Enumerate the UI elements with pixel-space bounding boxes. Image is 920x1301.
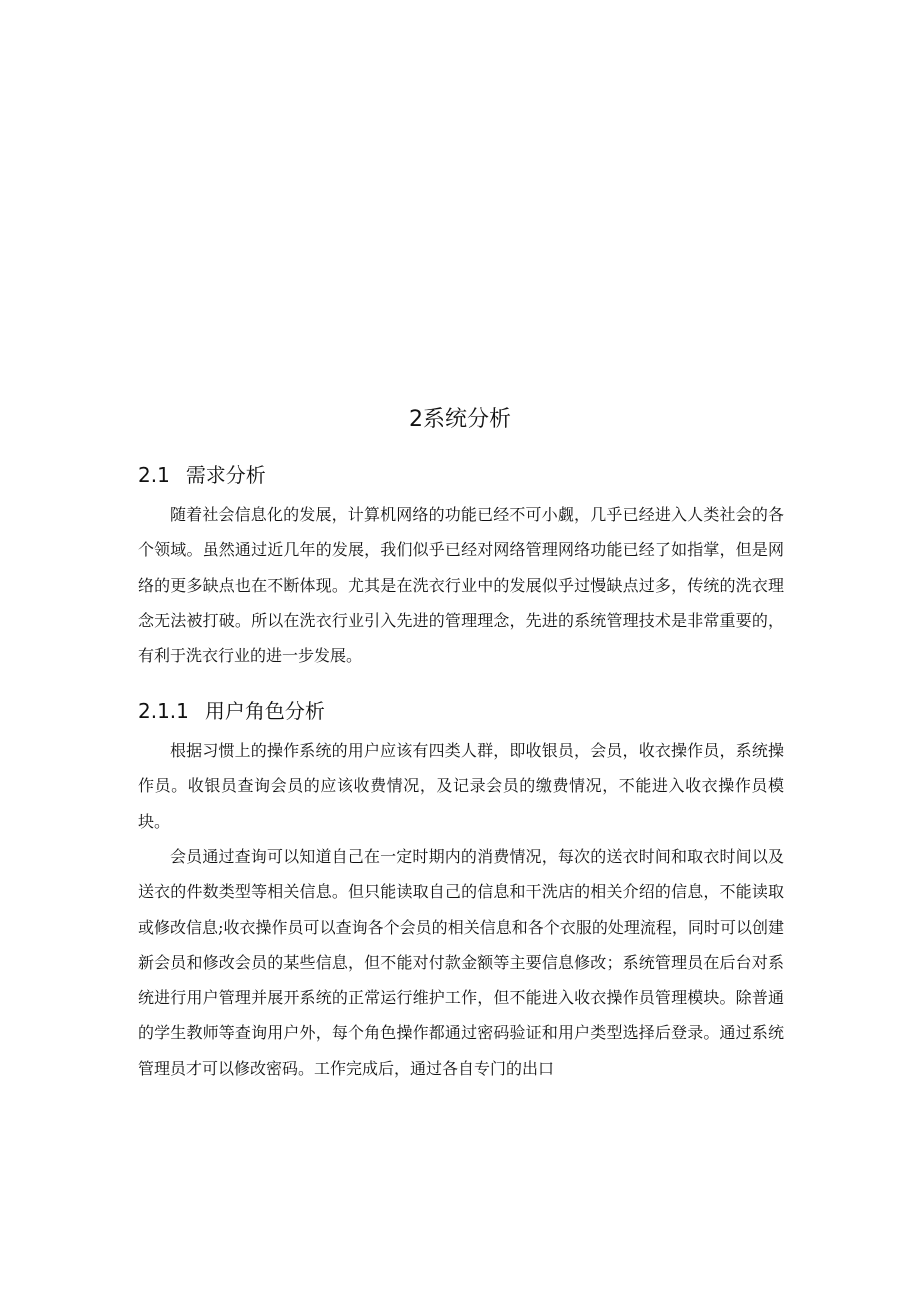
paragraph-user-roles-intro: 根据习惯上的操作系统的用户应该有四类人群，即收银员，会员，收衣操作员，系统操作员。收银员查询会员的应该收费情况，及记录会员的缴费情况，不能进入收衣操作员模块。: [138, 741, 784, 831]
section-heading-2-1: [138, 458, 266, 492]
section-title-text: 需求分析: [185, 463, 266, 487]
section-heading-2-1-1: [138, 694, 325, 728]
section-title-text: 用户角色分析: [204, 699, 325, 723]
chapter-title: 2系统分析: [409, 407, 511, 432]
section-number: 2.1.1: [138, 699, 189, 723]
paragraph-user-roles-detail: 会员通过查询可以知道自己在一定时期内的消费情况，每次的送衣时间和取衣时间以及送衣的件数类型等相关信息。但只能读取自己的信息和干洗店的相关介绍的信息，不能读取或修改信息;收衣操作员可以查询各个会员的相关信息和各个衣服的处理流程，同时可以创建新会员和修改会员的某些信息，但不能对付款金额等主要信息修改；系统管理员在后台对系统进行用户管理并展开系统的正常运行维护工作，但不能进入收衣操作员管理模块。除普通的学生教师等查询用户外，每个角色操作都通过密码验证和用户类型选择后登录。通过系统管理员才可以修改密码。工作完成后，通过各自专门的出口: [138, 847, 784, 1078]
paragraph-requirements: 随着社会信息化的发展，计算机网络的功能已经不可小觑，几乎已经进入人类社会的各个领域。虽然通过近几年的发展，我们似乎已经对网络管理网络功能已经了如指掌，但是网络的更多缺点也在不断体现。尤其是在洗衣行业中的发展似乎过慢缺点过多，传统的洗衣理念无法被打破。所以在洗衣行业引入先进的管理理念，先进的系统管理技术是非常重要的，有利于洗衣行业的进一步发展。: [138, 505, 784, 666]
section-number: 2.1: [138, 463, 170, 487]
